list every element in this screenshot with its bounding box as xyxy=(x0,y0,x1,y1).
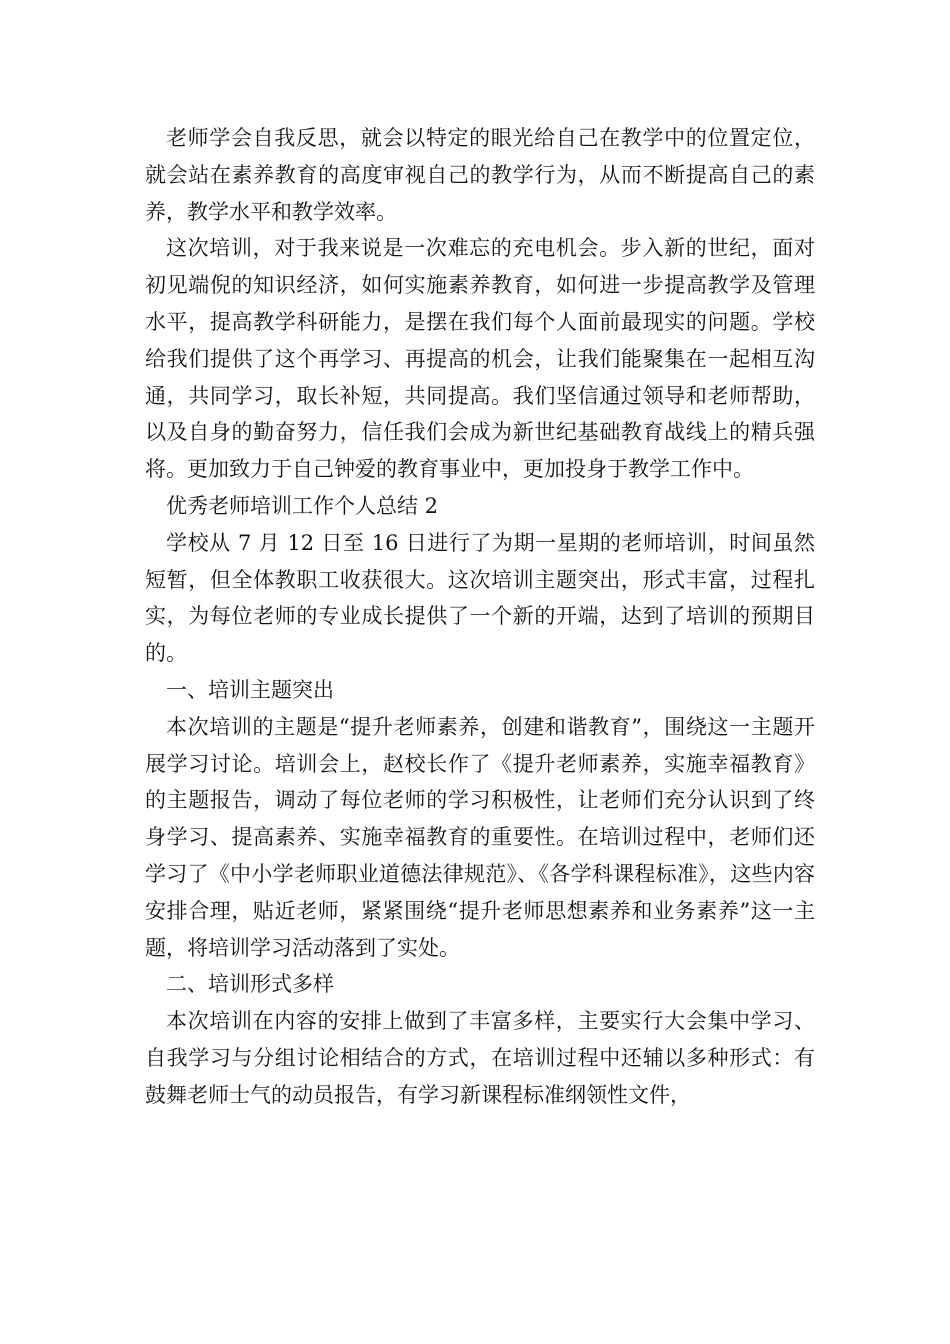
paragraph-training-opportunity: 这次培训，对于我来说是一次难忘的充电机会。步入新的世纪，面对初见端倪的知识经济，如何实施素养教育，如何进一步提高教学及管理水平，提高教学科研能力，是摆在我们每个人面前最现实的问题。学校给我们提供了这个再学习、再提高的机会，让我们能聚集在一起相互沟通，共同学习，取长补短，共同提高。我们坚信通过领导和老师帮助，以及自身的勤奋努力，信任我们会成为新世纪基础教育战线上的精兵强将。更加致力于自己钟爱的教育事业中，更加投身于教学工作中。 xyxy=(145,236,815,482)
paragraph-forms-details: 本次培训在内容的安排上做到了丰富多样，主要实行大会集中学习、自我学习与分组讨论相结合的方式，在培训过程中还辅以多种形式：有鼓舞老师士气的动员报告，有学习新课程标准纲领性文件， xyxy=(145,1009,815,1107)
heading-theme-prominent: 一、培训主题突出 xyxy=(166,677,334,702)
section-title-summary-2: 优秀老师培训工作个人总结 2 xyxy=(166,493,439,518)
paragraph-self-reflection: 老师学会自我反思，就会以特定的眼光给自己在教学中的位置定位，就会站在素养教育的高度审视自己的教学行为，从而不断提高自己的素养，教学水平和教学效率。 xyxy=(145,126,815,224)
document-body xyxy=(145,120,815,1114)
paragraph-theme-details: 本次培训的主题是“提升老师素养，创建和谐教育”，围绕这一主题开展学习讨论。培训会上，赵校长作了《提升老师素养，实施幸福教育》的主题报告，调动了每位老师的学习积极性，让老师们充分认识到了终身学习、提高素养、实施幸福教育的重要性。在培训过程中，老师们还学习了《中小学老师职业道德法律规范》、《各学科课程标准》，这些内容安排合理，贴近老师，紧紧围绕“提升老师思想素养和业务素养”这一主题，将培训学习活动落到了实处。 xyxy=(145,714,815,960)
heading-diverse-forms: 二、培训形式多样 xyxy=(166,972,334,997)
paragraph-training-overview: 学校从 7 月 12 日至 16 日进行了为期一星期的老师培训，时间虽然短暂，但全体教职工收获很大。这次培训主题突出，形式丰富，过程扎实，为每位老师的专业成长提供了一个新的开端，达到了培训的预期目的。 xyxy=(145,530,815,666)
